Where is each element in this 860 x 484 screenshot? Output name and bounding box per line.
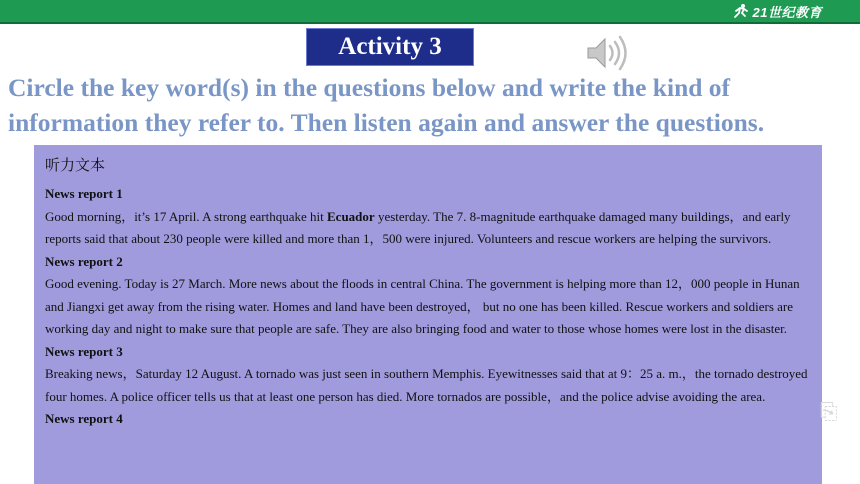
report-4-heading: News report 4 (45, 411, 123, 426)
report-2-heading: News report 2 (45, 253, 123, 269)
report-1-text-before: Good morning，it’s 17 April. A strong earthquake hit (45, 208, 328, 224)
report-2-body: Good evening. Today is 27 March. More news about the floods in central China. The government is helping more than 12，000 people in Hunan and Jiangxi get away from the rising water. Homes and land have been destroyed， but no one has been killed. Rescue workers and soldiers are working day and night to make sure that people are safe. They are also bringing food and water to those whose homes were lost in the disaster. (45, 276, 800, 336)
report-1-text-after: yesterday. The 7. 8-magnitude earthquake damaged many buildings，and early reports said that about 230 people were killed and more than 1，500 were injured. Volunteers and rescue workers are helping the survivors. (45, 208, 791, 246)
runner-icon (732, 3, 750, 19)
activity-title: Activity 3 (306, 28, 474, 66)
speaker-icon[interactable] (586, 33, 630, 73)
brand-logo (732, 2, 822, 20)
instructions-line-1: Circle the key word(s) in the questions below and write the kind of (8, 73, 731, 102)
instructions-line-2: information they refer to. Then listen again and answer the questions. (8, 108, 765, 137)
report-1-body (45, 206, 810, 251)
instructions-text (8, 70, 860, 140)
transcript-panel (34, 145, 822, 484)
report-1-heading: News report 1 (45, 186, 123, 201)
logo-text: 21世纪教育 (752, 4, 822, 20)
report-3-heading: News report 3 (45, 343, 123, 359)
report-1-bold-word: Ecuador (327, 208, 375, 224)
banner-divider (0, 22, 860, 24)
transcript-title: 听力文本 (45, 156, 106, 174)
report-3-body: Breaking news，Saturday 12 August. A tornado was just seen in southern Memphis. Eyewitnesses said that at 9：25 a. m.，the tornado destroyed four homes. A police officer tells us that at least one person has died. More tornados are possible，and the police advise avoiding the area. (45, 366, 808, 404)
watermark-icon: ⎘ (820, 400, 838, 425)
